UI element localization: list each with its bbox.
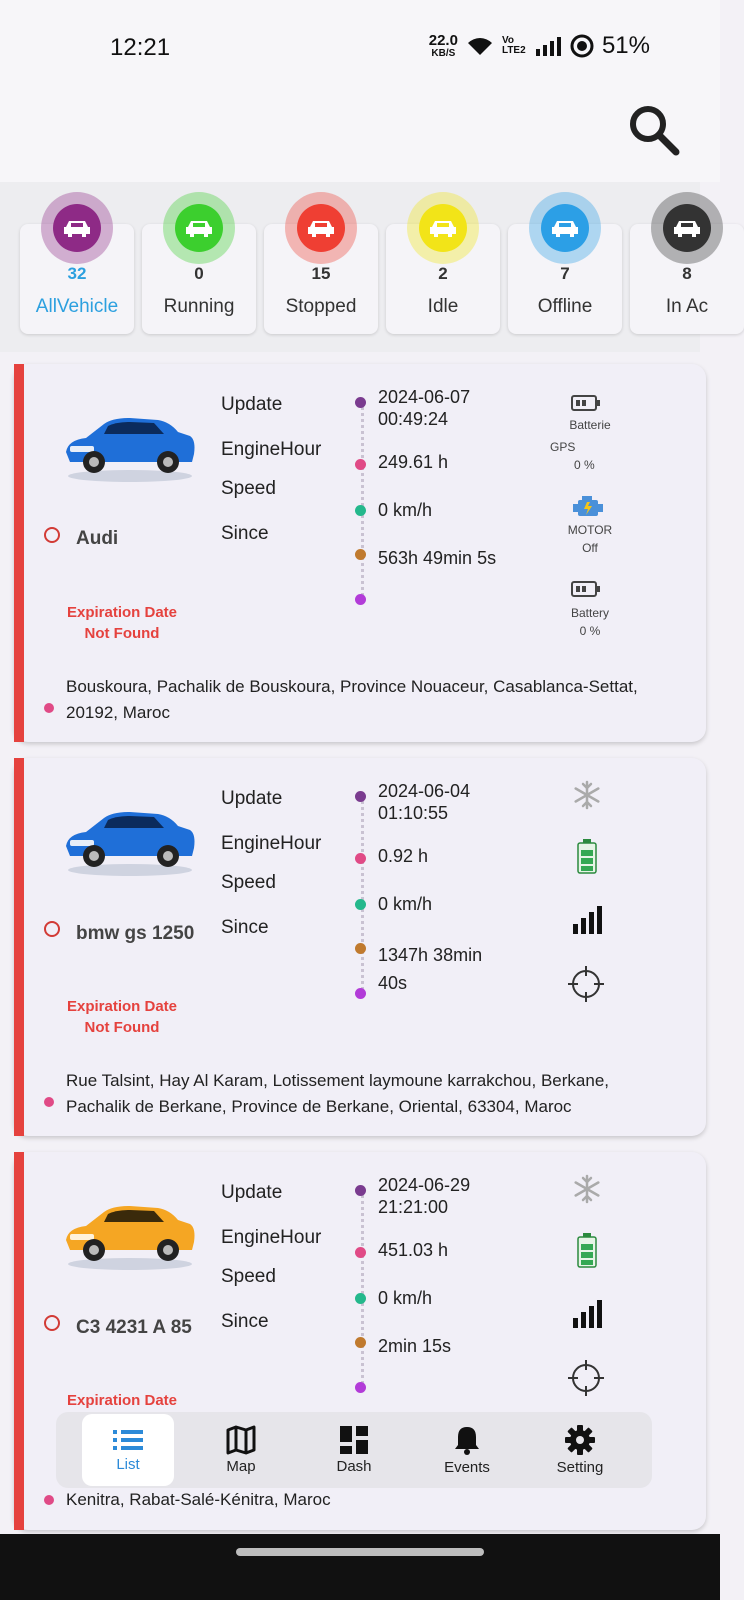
bell-icon bbox=[454, 1425, 480, 1455]
bottom-nav bbox=[56, 1412, 652, 1488]
nav-label: Setting bbox=[556, 1458, 604, 1476]
nav-events[interactable] bbox=[421, 1414, 513, 1486]
stat-motor: MOTOR Off bbox=[567, 523, 613, 555]
timeline-dot bbox=[355, 397, 366, 408]
label-engine-hour: EngineHour bbox=[221, 439, 322, 460]
filter-running[interactable] bbox=[142, 224, 256, 334]
timeline bbox=[361, 794, 364, 996]
nav-label: List bbox=[116, 1455, 140, 1473]
search-icon[interactable] bbox=[624, 100, 684, 160]
engine-hour-value: 249.61 h bbox=[378, 452, 449, 472]
filter-label: AllVehicle bbox=[35, 296, 119, 317]
label-engine-hour: EngineHour bbox=[221, 1227, 322, 1248]
dashboard-icon bbox=[340, 1426, 368, 1454]
status-time: 12:21 bbox=[110, 34, 171, 61]
battery-icon bbox=[570, 578, 602, 600]
nav-label: Events bbox=[444, 1458, 490, 1476]
timeline-dot bbox=[355, 1382, 366, 1393]
vehicle-name: Audi bbox=[76, 528, 119, 549]
update-value: 2024-06-04 01:10:55 bbox=[378, 781, 471, 823]
timeline-dot bbox=[355, 1247, 366, 1258]
filter-offline[interactable] bbox=[508, 224, 622, 334]
battery-level-icon bbox=[576, 838, 598, 874]
timeline-dot bbox=[355, 459, 366, 470]
timeline-dot bbox=[355, 988, 366, 999]
label-update: Update bbox=[221, 788, 283, 809]
vehicle-address: Rue Talsint, Hay Al Karam, Lotissement laymoune karrakchou, Berkane, Pachalik de Berkane, Province de Berkane, Oriental, 63304, Maroc bbox=[66, 1071, 610, 1116]
filter-label: Idle bbox=[427, 296, 459, 317]
filter-count: 15 bbox=[311, 264, 331, 283]
since-value: 563h 49min 5s bbox=[378, 548, 497, 568]
vehicle-name: C3 4231 A 85 bbox=[76, 1317, 192, 1338]
gps-target-icon bbox=[566, 964, 606, 1004]
timeline-dot bbox=[355, 943, 366, 954]
filter-inactive[interactable] bbox=[630, 224, 744, 334]
timeline-dot bbox=[355, 505, 366, 516]
label-update: Update bbox=[221, 1182, 283, 1203]
car-icon bbox=[62, 218, 92, 238]
expiration-date: Expiration Date Not Found bbox=[66, 998, 178, 1036]
expiration-date: Expiration Date Not Found bbox=[66, 604, 178, 642]
status-ring bbox=[44, 921, 60, 937]
timeline-dot bbox=[355, 791, 366, 802]
car-image bbox=[60, 1184, 200, 1274]
label-speed: Speed bbox=[221, 1266, 276, 1287]
wifi-icon bbox=[466, 35, 494, 57]
nav-setting[interactable] bbox=[534, 1414, 626, 1486]
since-value: 2min 15s bbox=[378, 1336, 452, 1356]
timeline bbox=[361, 1188, 364, 1390]
car-image bbox=[60, 790, 200, 880]
filter-label: Offline bbox=[537, 296, 593, 317]
status-filter-bar bbox=[0, 182, 709, 352]
timeline-dot bbox=[355, 594, 366, 605]
filter-count: 2 bbox=[438, 264, 448, 283]
engine-hour-value: 0.92 h bbox=[378, 846, 429, 866]
nav-dash[interactable] bbox=[308, 1414, 400, 1486]
filter-count: 0 bbox=[194, 264, 204, 283]
filter-count: 8 bbox=[682, 264, 692, 283]
label-speed: Speed bbox=[221, 478, 276, 499]
app-bar bbox=[0, 100, 720, 182]
speed-value: 0 km/h bbox=[378, 894, 433, 914]
filter-label: Stopped bbox=[285, 296, 357, 317]
gear-icon bbox=[565, 1425, 595, 1455]
gps-target-icon bbox=[566, 1358, 606, 1398]
timeline-dot bbox=[355, 853, 366, 864]
status-stripe bbox=[14, 758, 24, 1136]
expiration-date: Expiration Date bbox=[66, 1392, 178, 1409]
nav-label: Map bbox=[226, 1457, 256, 1475]
signal-strength-icon bbox=[572, 904, 604, 934]
status-ring bbox=[44, 527, 60, 543]
update-value: 2024-06-29 21:21:00 bbox=[378, 1175, 471, 1217]
since-value: 1347h 38min 40s bbox=[378, 945, 483, 993]
vehicle-card[interactable] bbox=[14, 758, 706, 1136]
label-since: Since bbox=[221, 523, 269, 544]
address-dot bbox=[44, 1097, 54, 1107]
car-icon bbox=[672, 218, 702, 238]
label-update: Update bbox=[221, 394, 283, 415]
car-icon bbox=[184, 218, 214, 238]
address-dot bbox=[44, 1495, 54, 1505]
engine-hour-value: 451.03 h bbox=[378, 1240, 449, 1260]
volte-indicator: Vo LTE2 bbox=[501, 35, 526, 56]
speed-value: 0 km/h bbox=[378, 1288, 433, 1308]
status-ring bbox=[44, 1315, 60, 1331]
signal-icon bbox=[536, 36, 562, 56]
vehicle-address: Kenitra, Rabat-Salé-Kénitra, Maroc bbox=[66, 1490, 331, 1509]
car-image bbox=[60, 396, 200, 486]
label-speed: Speed bbox=[221, 872, 276, 893]
engine-icon bbox=[572, 494, 604, 520]
stat-battery: Battery 0 % bbox=[570, 606, 609, 638]
battery-icon bbox=[570, 392, 602, 414]
timeline-dot bbox=[355, 1185, 366, 1196]
update-value: 2024-06-07 00:49:24 bbox=[378, 387, 471, 429]
timeline-dot bbox=[355, 1293, 366, 1304]
car-icon bbox=[550, 218, 580, 238]
nav-list[interactable] bbox=[82, 1414, 174, 1486]
stat-gps: GPS 0 % bbox=[550, 440, 595, 472]
car-icon bbox=[306, 218, 336, 238]
timeline-dot bbox=[355, 1337, 366, 1348]
battery-percent: 51% bbox=[601, 32, 650, 59]
snowflake-icon bbox=[572, 780, 602, 810]
vehicle-address: Bouskoura, Pachalik de Bouskoura, Province Nouaceur, Casablanca-Settat, 20192, Maroc bbox=[66, 677, 638, 722]
address-dot bbox=[44, 703, 54, 713]
car-icon bbox=[428, 218, 458, 238]
filter-label: In Ac bbox=[665, 296, 709, 317]
label-since: Since bbox=[221, 917, 269, 938]
filter-count: 7 bbox=[560, 264, 570, 283]
timeline-dot bbox=[355, 899, 366, 910]
label-since: Since bbox=[221, 1311, 269, 1332]
net-speed: 22.0 KB/S bbox=[428, 31, 458, 59]
filter-count: 32 bbox=[67, 264, 87, 283]
gesture-bar bbox=[0, 1534, 720, 1600]
status-icons bbox=[429, 32, 650, 60]
vehicle-card[interactable] bbox=[14, 364, 706, 742]
battery-saver-icon bbox=[570, 34, 594, 58]
status-bar bbox=[0, 0, 720, 100]
speed-value: 0 km/h bbox=[378, 500, 433, 520]
status-stripe bbox=[14, 364, 24, 742]
vehicle-name: bmw gs 1250 bbox=[76, 923, 195, 944]
filter-label: Running bbox=[163, 296, 235, 317]
stat-batterie: Batterie bbox=[569, 418, 611, 432]
filter-stopped[interactable] bbox=[264, 224, 378, 334]
timeline bbox=[361, 400, 364, 602]
filter-all-vehicle[interactable] bbox=[20, 224, 134, 334]
filter-idle[interactable] bbox=[386, 224, 500, 334]
timeline-dot bbox=[355, 549, 366, 560]
status-stripe bbox=[14, 1152, 24, 1530]
nav-map[interactable] bbox=[195, 1414, 287, 1486]
snowflake-icon bbox=[572, 1174, 602, 1204]
map-icon bbox=[226, 1426, 256, 1454]
battery-level-icon bbox=[576, 1232, 598, 1268]
label-engine-hour: EngineHour bbox=[221, 833, 322, 854]
signal-strength-icon bbox=[572, 1298, 604, 1328]
home-indicator[interactable] bbox=[236, 1548, 484, 1556]
nav-label: Dash bbox=[336, 1457, 372, 1475]
list-icon bbox=[113, 1428, 143, 1452]
